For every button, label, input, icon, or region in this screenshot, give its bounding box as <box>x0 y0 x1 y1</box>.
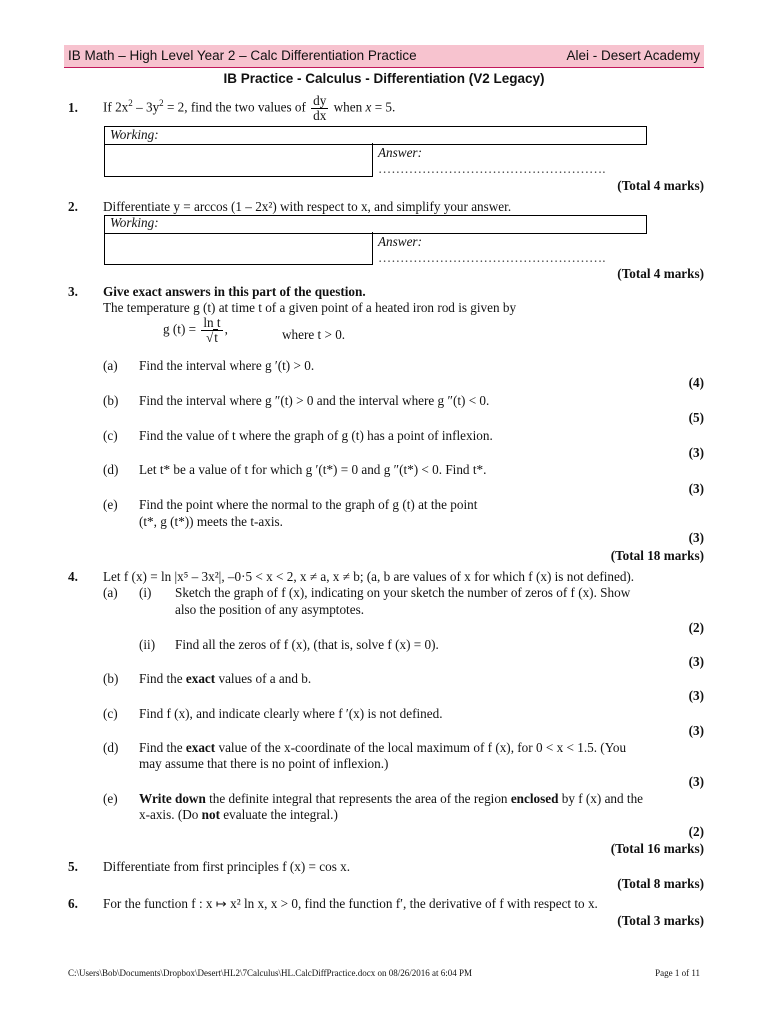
q3c-marks: (3) <box>688 445 704 460</box>
q3-formula-denominator: t <box>214 329 218 345</box>
q4d-bold: exact <box>185 740 216 755</box>
q4e-text2-bold: not <box>201 807 220 822</box>
q4b-bold: exact <box>185 671 216 686</box>
q4aii-text: Find all the zeros of f (x), (that is, solve f (x) = 0). <box>175 637 439 652</box>
q3a-text: Find the interval where g ′(t) > 0. <box>139 358 315 373</box>
q3-formula-lhs: g (t) = <box>163 321 197 337</box>
page-subtitle: IB Practice - Calculus - Differentiation (V2 Legacy) <box>223 71 545 86</box>
q1-working-box-lower[interactable] <box>104 143 373 177</box>
q2-text: Differentiate y = arccos (1 – 2x²) with respect to x, and simplify your answer. <box>103 199 512 214</box>
q6-total-marks: (Total 3 marks) <box>617 913 704 928</box>
q4d-marks: (3) <box>688 774 704 789</box>
q2-number: 2. <box>68 199 78 214</box>
q2-total-marks: (Total 4 marks) <box>617 266 704 281</box>
q4b-post: values of a and b. <box>218 671 312 686</box>
q4e-bold2: enclosed <box>510 791 559 806</box>
q4ai-marks: (2) <box>688 620 704 635</box>
q4c-label: (c) <box>103 706 118 721</box>
q3d-label: (d) <box>103 462 119 477</box>
q6-number: 6. <box>68 896 78 911</box>
q4c-text: Find f (x), and indicate clearly where f ′(x) is not defined. <box>139 706 443 721</box>
q1-total-marks: (Total 4 marks) <box>617 178 704 193</box>
q3e-text-cont: (t*, g (t*)) meets the t-axis. <box>139 514 283 529</box>
q4e-bold1: Write down <box>139 791 206 806</box>
q4e-marks: (2) <box>688 824 704 839</box>
q3c-text: Find the value of t where the graph of g (t) has a point of inflexion. <box>139 428 493 443</box>
q1-answer-label: Answer: <box>378 145 422 160</box>
q1-cond: = 5. <box>374 99 396 115</box>
q2-answer-line[interactable]: ……………………………………………. <box>378 250 606 265</box>
q4aii-label: (ii) <box>139 637 156 652</box>
q5-number: 5. <box>68 859 78 874</box>
q4ai-text-cont: also the position of any asymptotes. <box>175 602 364 617</box>
q4e-mid: the definite integral that represents the area of the region <box>209 791 508 806</box>
q3-intro: The temperature g (t) at time t of a given point of a heated iron rod is given by <box>103 300 517 315</box>
q3e-marks: (3) <box>688 530 704 545</box>
header-right-school: Alei - Desert Academy <box>566 48 700 63</box>
q1-mid1: – 3y <box>132 99 160 115</box>
header-left-title: IB Math – High Level Year 2 – Calc Differentiation Practice <box>68 48 417 63</box>
q3d-text: Let t* be a value of t for which g ′(t*) = 0 and g ″(t*) < 0. Find t*. <box>139 462 487 477</box>
q4d-post: value of the x-coordinate of the local maximum of f (x), for 0 < x < 1.5. (You <box>218 740 627 755</box>
q1-working-label: Working: <box>110 127 159 142</box>
q4b-pre: Find the <box>139 671 183 686</box>
q4b-label: (b) <box>103 671 119 686</box>
q3-number: 3. <box>68 284 78 299</box>
q1-mid2: = 2, find the two values of <box>163 99 306 115</box>
q3e-label: (e) <box>103 497 118 512</box>
q4e-text2-pre: x-axis. (Do <box>139 807 199 822</box>
q4-intro: Let f (x) = ln |x⁵ – 3x²|, –0·5 < x < 2, x ≠ a, x ≠ b; (a, b are values of x for which f (x) is not defined). <box>103 569 635 584</box>
q4e-label: (e) <box>103 791 118 806</box>
q3e-text: Find the point where the normal to the graph of g (t) at the point <box>139 497 478 512</box>
q3-instruction: Give exact answers in this part of the question. <box>103 284 366 299</box>
q2-working-box-lower[interactable] <box>104 232 373 265</box>
q4c-marks: (3) <box>688 723 704 738</box>
q4-number: 4. <box>68 569 78 584</box>
footer-page-number: Page 1 of 11 <box>655 968 700 978</box>
q1-derivative-fraction: $\frac{dy}{dx}$ <box>313 93 327 123</box>
q4ai-label: (i) <box>139 585 152 600</box>
q1-post: when <box>333 99 363 115</box>
q3a-label: (a) <box>103 358 118 373</box>
q3c-label: (c) <box>103 428 118 443</box>
q3-formula: g (t) = $\frac{\text{ln t}}{√t}$ , <box>163 315 228 345</box>
q1-text: If $2x^2 - 3y^2 = 2$, find the two values of $\frac{dy}{dx}$ when x = 5. <box>103 93 396 123</box>
q3b-text: Find the interval where g ″(t) > 0 and the interval where g ″(t) < 0. <box>139 393 490 408</box>
q4b-text <box>139 671 311 687</box>
q4-total-marks: (Total 16 marks) <box>610 841 704 856</box>
q4aii-marks: (3) <box>688 654 704 669</box>
q4d-text <box>139 740 626 756</box>
q3-total-marks: (Total 18 marks) <box>610 548 704 563</box>
q1-number: 1. <box>68 100 78 115</box>
q4b-marks: (3) <box>688 688 704 703</box>
q4e-text2-post: evaluate the integral.) <box>223 807 338 822</box>
q2-answer-label: Answer: <box>378 234 422 249</box>
q3b-label: (b) <box>103 393 119 408</box>
q4d-text-cont: may assume that there is no point of inflexion.) <box>139 756 389 771</box>
q4ai-text: Sketch the graph of f (x), indicating on your sketch the number of zeros of f (x). Show <box>175 585 631 600</box>
q3a-marks: (4) <box>688 375 704 390</box>
q5-text: Differentiate from first principles f (x) = cos x. <box>103 859 351 874</box>
footer-file-path: C:\Users\Bob\Documents\Dropbox\Desert\HL2\7Calculus\HL.CalcDiffPractice.docx on 08/26/2016 at 6:04 PM <box>68 968 473 978</box>
q1-answer-line[interactable]: ……………………………………………. <box>378 161 606 176</box>
q4e-post: by f (x) and the <box>561 791 644 806</box>
q3-formula-numerator: ln t <box>203 315 221 330</box>
q6-text: For the function f : x ↦ x² ln x, x > 0, find the function f′, the derivative of f with respect to x. <box>103 896 598 911</box>
q3-formula-condition: where t > 0. <box>282 327 346 342</box>
q4a-label: (a) <box>103 585 118 600</box>
q4d-pre: Find the <box>139 740 183 755</box>
q3d-marks: (3) <box>688 481 704 496</box>
q1-pre: If 2x <box>103 99 129 115</box>
q2-working-label: Working: <box>110 215 159 230</box>
q3b-marks: (5) <box>688 410 704 425</box>
q4e-text <box>139 791 643 807</box>
q5-total-marks: (Total 8 marks) <box>617 876 704 891</box>
q4d-label: (d) <box>103 740 119 755</box>
q4e-text-cont <box>139 807 338 823</box>
q3-formula-fraction: $\frac{\text{ln t}}{√t}$ <box>203 315 221 345</box>
